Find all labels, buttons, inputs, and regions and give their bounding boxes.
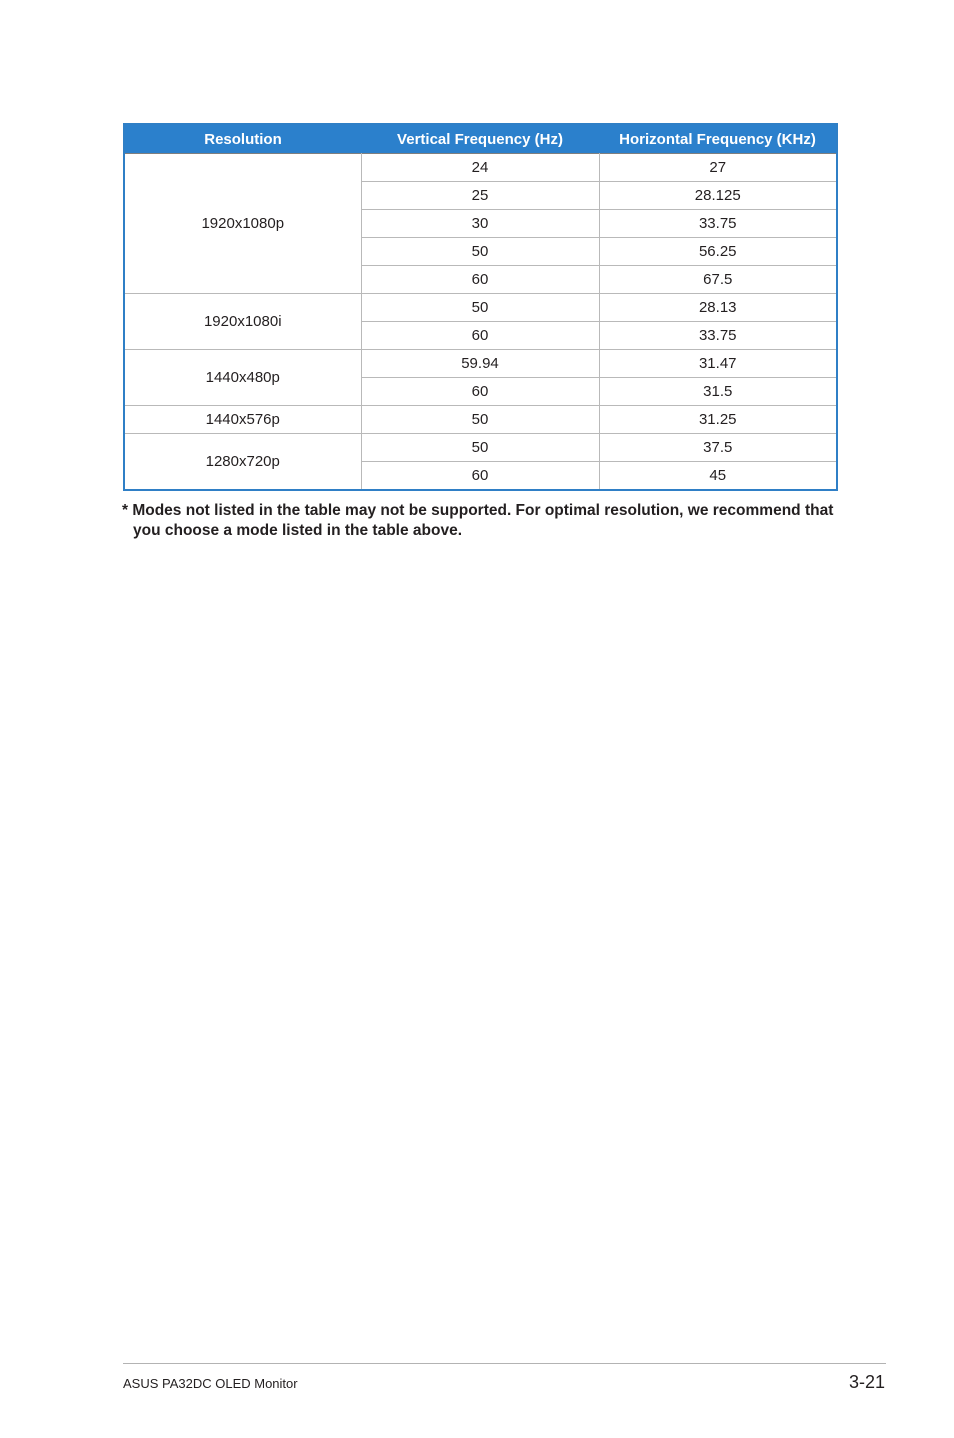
table-row <box>124 434 837 462</box>
timing-table <box>123 123 838 491</box>
horizontal-frequency-cell: 67.5 <box>599 266 837 294</box>
table-row <box>124 154 837 182</box>
horizontal-frequency-cell: 33.75 <box>599 322 837 350</box>
vertical-frequency-cell: 24 <box>361 154 599 182</box>
horizontal-frequency-cell: 31.47 <box>599 350 837 378</box>
resolution-cell: 1920x1080p <box>124 154 361 294</box>
resolution-cell: 1440x480p <box>124 350 361 406</box>
table-row <box>124 294 837 322</box>
vertical-frequency-cell: 60 <box>361 322 599 350</box>
horizontal-frequency-cell: 28.13 <box>599 294 837 322</box>
table-row <box>124 406 837 434</box>
vertical-frequency-cell: 59.94 <box>361 350 599 378</box>
vertical-frequency-cell: 50 <box>361 406 599 434</box>
horizontal-frequency-cell: 27 <box>599 154 837 182</box>
horizontal-frequency-cell: 33.75 <box>599 210 837 238</box>
horizontal-frequency-cell: 28.125 <box>599 182 837 210</box>
horizontal-frequency-cell: 31.5 <box>599 378 837 406</box>
vertical-frequency-cell: 50 <box>361 238 599 266</box>
footnote-line-2: you choose a mode listed in the table above. <box>133 522 463 539</box>
horizontal-frequency-cell: 45 <box>599 462 837 491</box>
vertical-frequency-cell: 30 <box>361 210 599 238</box>
footer-product-name: ASUS PA32DC OLED Monitor <box>123 1376 298 1391</box>
footer-divider <box>123 1363 886 1364</box>
table-row <box>124 350 837 378</box>
resolution-cell: 1280x720p <box>124 434 361 491</box>
vertical-frequency-cell: 50 <box>361 294 599 322</box>
vertical-frequency-cell: 50 <box>361 434 599 462</box>
horizontal-frequency-cell: 31.25 <box>599 406 837 434</box>
vertical-frequency-cell: 60 <box>361 266 599 294</box>
table-body <box>124 154 837 491</box>
footnote <box>122 501 842 541</box>
header-vertical-frequency: Vertical Frequency (Hz) <box>361 124 599 154</box>
horizontal-frequency-cell: 37.5 <box>599 434 837 462</box>
header-resolution: Resolution <box>124 124 361 154</box>
vertical-frequency-cell: 60 <box>361 462 599 491</box>
vertical-frequency-cell: 60 <box>361 378 599 406</box>
footnote-line-1: * Modes not listed in the table may not be supported. For optimal resolution, we recommend that <box>122 502 834 519</box>
page-number: 3-21 <box>848 1372 885 1392</box>
header-horizontal-frequency: Horizontal Frequency (KHz) <box>599 124 837 154</box>
table-header-row <box>124 124 837 154</box>
horizontal-frequency-cell: 56.25 <box>599 238 837 266</box>
vertical-frequency-cell: 25 <box>361 182 599 210</box>
resolution-cell: 1920x1080i <box>124 294 361 350</box>
resolution-cell: 1440x576p <box>124 406 361 434</box>
